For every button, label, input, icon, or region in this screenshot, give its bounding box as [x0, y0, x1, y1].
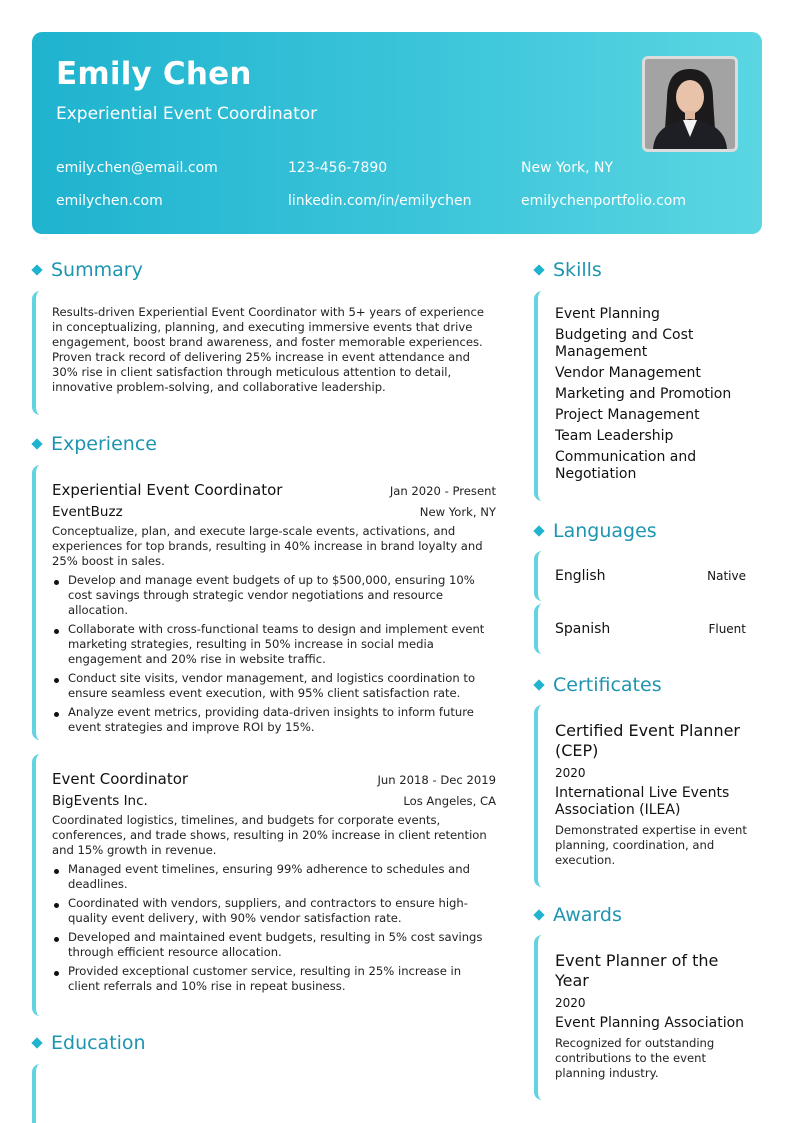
- job-description: Coordinated logistics, timelines, and budgets for corporate events, conferences, and trade shows, resulting in 20% increase in client retention and 15% growth in revenue.: [52, 813, 487, 857]
- skills-block: [534, 291, 762, 501]
- summary-block: [32, 291, 496, 415]
- contact-portfolio[interactable]: emilychenportfolio.com: [521, 193, 687, 209]
- summary-text: Results-driven Experiential Event Coordinator with 5+ years of experience in conceptualizing, planning, and executing immersive events that drive engagement, boost brand awareness, and foster memorable experiences. Proven track record of delivering 25% increase in event attendance and 30% rise in client satisfaction through meticulous attention to detail, innovative problem-solving, and collaborative leadership.: [52, 305, 484, 394]
- job-bullet: Collaborate with cross-functional teams to design and implement event marketing strategies, resulting in 50% increase in social media engagement and 20% rise in website traffic.: [52, 622, 496, 667]
- diamond-bullet-icon: [533, 909, 544, 920]
- job-description: Conceptualize, plan, and execute large-scale events, activations, and experiences for top brands, resulting in 40% increase in brand loyalty and 25% boost in sales.: [52, 524, 483, 568]
- skill-item: Project Management: [555, 407, 700, 423]
- certificate-entry: [534, 705, 762, 887]
- candidate-name: Emily Chen: [56, 56, 252, 92]
- language-level: Native: [707, 569, 746, 583]
- company-name: EventBuzz: [52, 504, 123, 520]
- job-bullet: Developed and maintained event budgets, resulting in 5% cost savings through efficient resource allocation.: [52, 930, 496, 960]
- summary-heading: [32, 259, 143, 281]
- award-entry: [534, 935, 762, 1100]
- language-entry: [534, 551, 762, 601]
- job-bullet: Managed event timelines, ensuring 99% adherence to schedules and deadlines.: [52, 862, 496, 892]
- job-bullet: Coordinated with vendors, suppliers, and contractors to ensure high-quality event delivery, with 90% vendor satisfaction rate.: [52, 896, 496, 926]
- job-bullet: Provided exceptional customer service, resulting in 25% increase in client referrals and 10% rise in repeat business.: [52, 964, 496, 994]
- certificates-heading: [534, 674, 662, 696]
- job-location: New York, NY: [419, 505, 496, 519]
- award-issuer: Event Planning Association: [555, 1015, 745, 1031]
- candidate-title: Experiential Event Coordinator: [56, 104, 318, 124]
- diamond-bullet-icon: [31, 1037, 42, 1048]
- job-bullet: Analyze event metrics, providing data-driven insights to inform future event strategies and improve ROI by 15%.: [52, 705, 496, 735]
- job-title: Experiential Event Coordinator: [52, 481, 283, 499]
- job-title: Event Coordinator: [52, 770, 189, 788]
- education-block: [32, 1064, 496, 1123]
- job-bullets: [52, 862, 496, 994]
- award-year: 2020: [555, 996, 586, 1010]
- job-dates: Jan 2020 - Present: [389, 484, 496, 498]
- skill-item: Vendor Management: [555, 365, 701, 381]
- certificate-description: Demonstrated expertise in event planning, coordination, and execution.: [555, 823, 747, 867]
- award-description: Recognized for outstanding contributions to the event planning industry.: [555, 1036, 715, 1080]
- skills-title: Skills: [553, 259, 602, 281]
- education-heading: [32, 1032, 146, 1054]
- contact-linkedin[interactable]: linkedin.com/in/emilychen: [288, 193, 472, 209]
- language-level: Fluent: [708, 622, 746, 636]
- certificate-name: Certified Event Planner (CEP): [555, 721, 740, 760]
- resume-header: [32, 32, 762, 234]
- contact-email[interactable]: emily.chen@email.com: [56, 160, 218, 176]
- contact-location: New York, NY: [521, 160, 614, 176]
- contact-phone[interactable]: 123-456-7890: [288, 160, 388, 176]
- experience-entry: [32, 754, 496, 1016]
- awards-title: Awards: [553, 904, 622, 926]
- experience-title: Experience: [51, 433, 157, 455]
- certificates-title: Certificates: [553, 674, 662, 696]
- language-entry: [534, 604, 762, 654]
- education-title: Education: [51, 1032, 146, 1054]
- language-name: English: [555, 568, 606, 584]
- diamond-bullet-icon: [533, 264, 544, 275]
- languages-title: Languages: [553, 520, 657, 542]
- experience-entry: [32, 465, 496, 740]
- languages-heading: [534, 520, 657, 542]
- certificate-issuer: International Live Events Association (ILEA): [555, 785, 730, 818]
- profile-photo-illustration: [645, 59, 735, 149]
- job-location: Los Angeles, CA: [403, 794, 496, 808]
- diamond-bullet-icon: [533, 679, 544, 690]
- job-bullet: Conduct site visits, vendor management, and logistics coordination to ensure seamless event execution, with 95% client satisfaction rate.: [52, 671, 496, 701]
- language-name: Spanish: [555, 621, 611, 637]
- skill-item: Team Leadership: [555, 428, 674, 444]
- profile-photo: [642, 56, 738, 152]
- skill-item: Marketing and Promotion: [555, 386, 732, 402]
- experience-heading: [32, 433, 157, 455]
- contact-website[interactable]: emilychen.com: [56, 193, 163, 209]
- job-bullets: [52, 573, 496, 735]
- job-dates: Jun 2018 - Dec 2019: [377, 773, 496, 787]
- diamond-bullet-icon: [533, 525, 544, 536]
- certificate-year: 2020: [555, 766, 586, 780]
- skill-item: Budgeting and Cost Management: [555, 327, 694, 360]
- award-name: Event Planner of the Year: [555, 951, 719, 990]
- skill-item: Event Planning: [555, 306, 660, 322]
- diamond-bullet-icon: [31, 264, 42, 275]
- awards-heading: [534, 904, 622, 926]
- skill-item: Communication and Negotiation: [555, 449, 697, 482]
- company-name: BigEvents Inc.: [52, 793, 148, 809]
- summary-title: Summary: [51, 259, 143, 281]
- skills-heading: [534, 259, 602, 281]
- diamond-bullet-icon: [31, 438, 42, 449]
- job-bullet: Develop and manage event budgets of up to $500,000, ensuring 10% cost savings through strategic vendor negotiations and resource allocation.: [52, 573, 496, 618]
